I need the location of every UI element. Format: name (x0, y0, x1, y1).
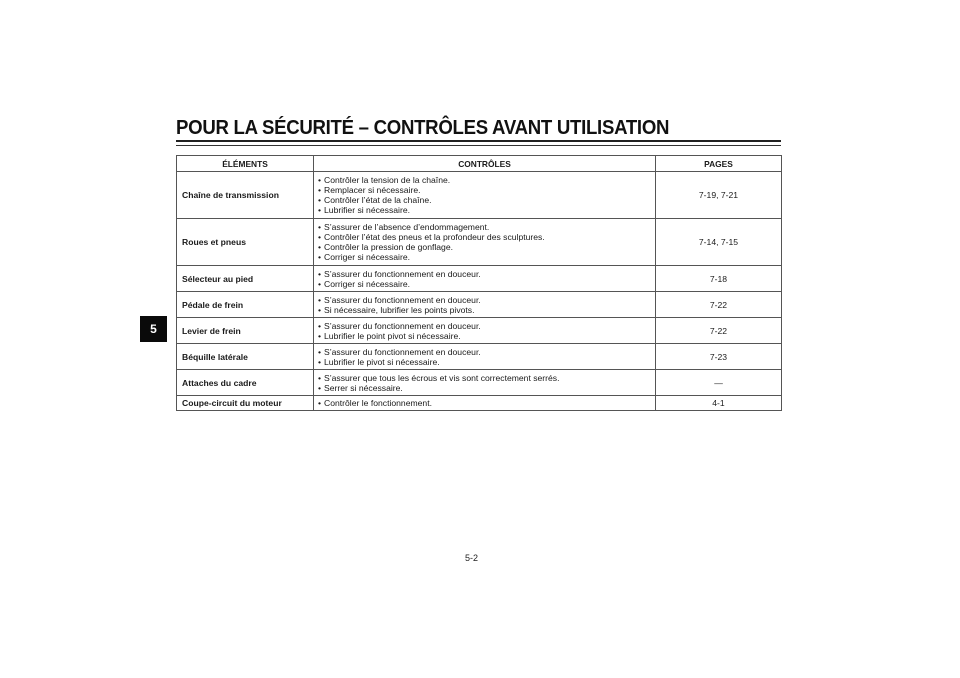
control-step: • Lubrifier le point pivot si nécessaire. (318, 331, 655, 341)
table-row (177, 370, 782, 396)
item-controls (314, 396, 656, 411)
item-name: Levier de frein (177, 318, 314, 344)
control-step: • S’assurer du fonctionnement en douceur. (318, 321, 655, 331)
item-pages: 7-18 (656, 266, 782, 292)
column-header-elements: ÉLÉMENTS (177, 156, 314, 172)
item-pages: 7-14, 7-15 (656, 219, 782, 266)
control-step: • Corriger si nécessaire. (318, 252, 655, 262)
item-pages: 7-22 (656, 318, 782, 344)
control-step: • S’assurer du fonctionnement en douceur. (318, 295, 655, 305)
control-step: • Contrôler la pression de gonflage. (318, 242, 655, 252)
item-controls (314, 172, 656, 219)
table-row (177, 219, 782, 266)
pre-operation-checks-table (176, 155, 782, 411)
control-step: • S’assurer du fonctionnement en douceur. (318, 347, 655, 357)
column-header-controls: CONTRÔLES (314, 156, 656, 172)
item-controls (314, 318, 656, 344)
table-row (177, 172, 782, 219)
control-step: • S’assurer que tous les écrous et vis sont correctement serrés. (318, 373, 655, 383)
control-step: • Remplacer si nécessaire. (318, 185, 655, 195)
title-underline-thin (176, 145, 781, 146)
control-step: • Contrôler l’état de la chaîne. (318, 195, 655, 205)
item-name: Roues et pneus (177, 219, 314, 266)
control-step: • Si nécessaire, lubrifier les points pivots. (318, 305, 655, 315)
item-pages: 7-19, 7-21 (656, 172, 782, 219)
item-pages: 7-22 (656, 292, 782, 318)
item-pages: 4-1 (656, 396, 782, 411)
control-step: • S’assurer de l’absence d’endommagement. (318, 222, 655, 232)
item-controls (314, 292, 656, 318)
item-controls (314, 266, 656, 292)
control-step: • S’assurer du fonctionnement en douceur. (318, 269, 655, 279)
table-row (177, 396, 782, 411)
column-header-pages: PAGES (656, 156, 782, 172)
page-number: 5-2 (465, 553, 479, 563)
control-step: • Corriger si nécessaire. (318, 279, 655, 289)
chapter-tab-number: 5 (150, 322, 157, 336)
page-title: POUR LA SÉCURITÉ – CONTRÔLES AVANT UTILISATION (176, 117, 670, 139)
item-name: Attaches du cadre (177, 370, 314, 396)
table-header-row (177, 156, 782, 172)
item-controls (314, 370, 656, 396)
control-step: • Contrôler le fonctionnement. (318, 398, 655, 408)
table-row (177, 292, 782, 318)
control-step: • Lubrifier le pivot si nécessaire. (318, 357, 655, 367)
item-controls (314, 219, 656, 266)
table-row (177, 318, 782, 344)
item-name: Sélecteur au pied (177, 266, 314, 292)
control-step: • Contrôler la tension de la chaîne. (318, 175, 655, 185)
control-step: • Contrôler l’état des pneus et la profondeur des sculptures. (318, 232, 655, 242)
table-row (177, 344, 782, 370)
table-row (177, 266, 782, 292)
title-underline-thick (176, 140, 781, 142)
item-name: Pédale de frein (177, 292, 314, 318)
control-step: • Serrer si nécessaire. (318, 383, 655, 393)
item-name: Chaîne de transmission (177, 172, 314, 219)
chapter-tab (140, 316, 167, 342)
item-pages: — (656, 370, 782, 396)
item-pages: 7-23 (656, 344, 782, 370)
item-controls (314, 344, 656, 370)
item-name: Béquille latérale (177, 344, 314, 370)
item-name: Coupe-circuit du moteur (177, 396, 314, 411)
control-step: • Lubrifier si nécessaire. (318, 205, 655, 215)
